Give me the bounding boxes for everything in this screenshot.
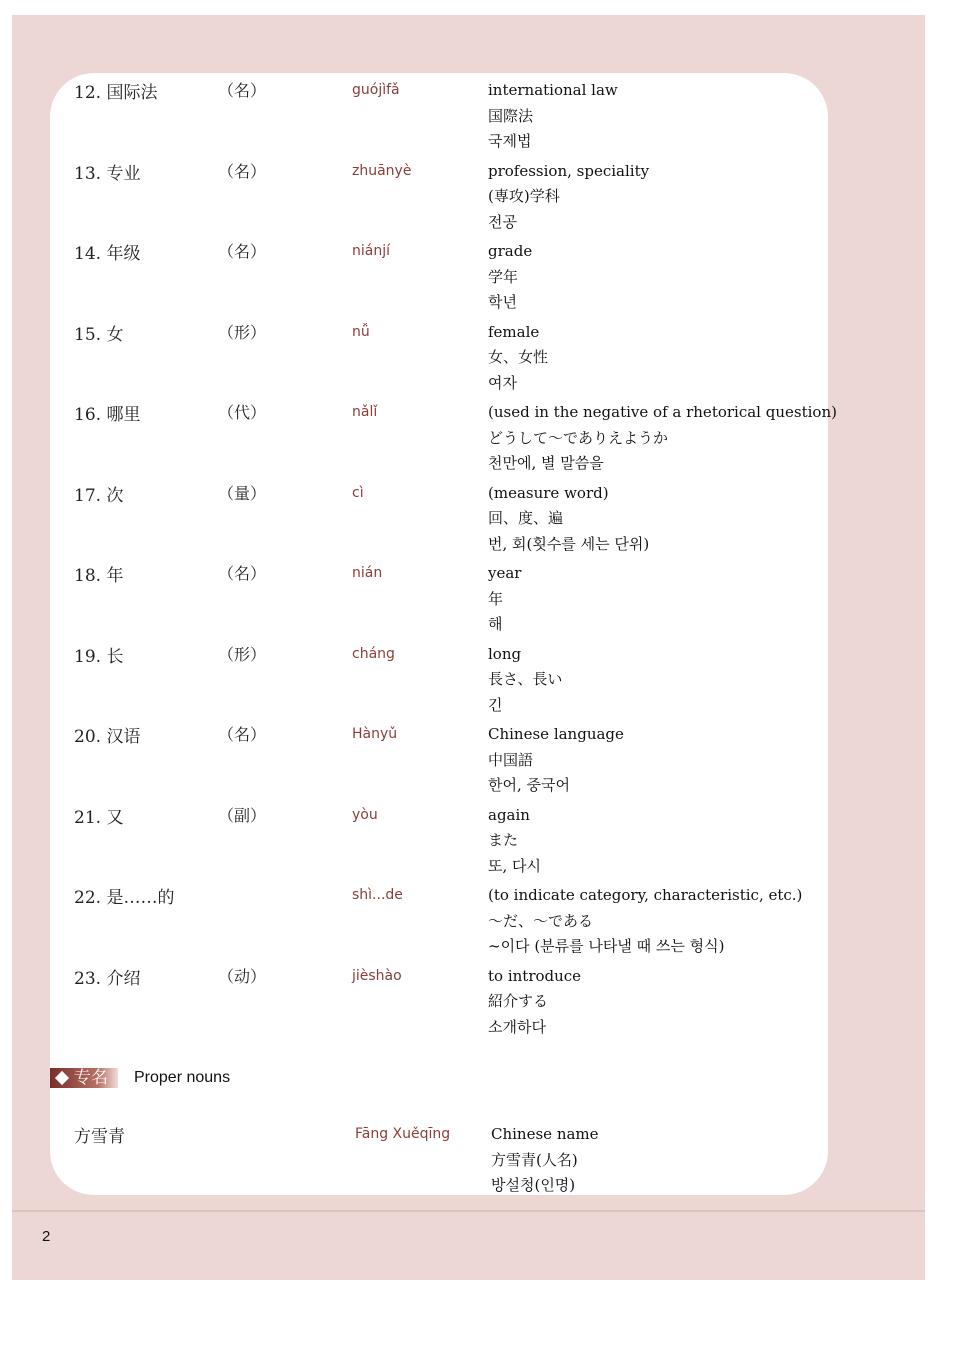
entry-word: 是……的 bbox=[106, 888, 175, 908]
vocabulary-entry bbox=[0, 400, 960, 481]
entry-number: 21. bbox=[74, 807, 102, 828]
entry-number: 15. bbox=[74, 324, 102, 345]
entry-pinyin: shì...de bbox=[352, 887, 403, 903]
entry-hanzi bbox=[74, 964, 140, 989]
entry-pinyin: Fāng Xuěqīng bbox=[355, 1126, 451, 1142]
entry-word: 长 bbox=[106, 646, 124, 667]
entry-english: year bbox=[488, 564, 522, 582]
entry-number: 23. bbox=[74, 968, 102, 989]
entry-number: 14. bbox=[74, 244, 102, 264]
entry-japanese: 学年 bbox=[488, 267, 519, 286]
entry-english: grade bbox=[488, 242, 533, 260]
entry-korean: ~이다 (분류를 나타낼 때 쓰는 형식) bbox=[488, 937, 725, 955]
diamond-icon bbox=[55, 1071, 69, 1085]
entry-japanese: ～だ、～である bbox=[488, 911, 594, 930]
entry-number: 16. bbox=[74, 405, 102, 425]
entry-pinyin: cháng bbox=[352, 645, 395, 662]
vocabulary-list bbox=[0, 78, 960, 1044]
entry-english: (used in the negative of a rhetorical question) bbox=[488, 403, 837, 421]
entry-part-of-speech: （名） bbox=[218, 242, 267, 261]
entry-word: 哪里 bbox=[106, 405, 141, 425]
entry-hanzi bbox=[74, 400, 140, 425]
entry-hanzi bbox=[74, 803, 123, 828]
entry-pinyin: jièshào bbox=[352, 967, 402, 984]
entry-word: 专业 bbox=[106, 163, 141, 184]
entry-part-of-speech: （动） bbox=[218, 966, 267, 986]
entry-pinyin: guójìfǎ bbox=[352, 82, 400, 98]
entry-hanzi bbox=[74, 722, 140, 747]
entry-korean: 긴 bbox=[488, 695, 503, 714]
entry-part-of-speech: （名） bbox=[218, 725, 267, 744]
entry-word: 年 bbox=[106, 566, 124, 586]
entry-japanese: 紹介する bbox=[488, 992, 549, 1010]
entry-hanzi bbox=[74, 481, 123, 506]
entry-japanese: 回、度、遍 bbox=[488, 509, 564, 527]
vocabulary-entry bbox=[0, 320, 960, 401]
entry-number: 19. bbox=[74, 646, 102, 667]
entry-word: 介绍 bbox=[106, 968, 141, 989]
vocabulary-entry bbox=[0, 803, 960, 884]
entry-part-of-speech: （形） bbox=[218, 322, 267, 342]
entry-japanese: 国際法 bbox=[488, 106, 534, 125]
entry-korean: 소개하다 bbox=[488, 1017, 546, 1036]
vocabulary-entry bbox=[0, 159, 960, 240]
entry-part-of-speech: （名） bbox=[218, 564, 267, 583]
entry-part-of-speech: （量） bbox=[218, 483, 267, 503]
entry-pinyin: yòu bbox=[352, 806, 378, 823]
entry-korean: 번, 회(횟수를 세는 단위) bbox=[488, 534, 650, 553]
entry-part-of-speech: （名） bbox=[218, 161, 267, 181]
entry-english: Chinese language bbox=[488, 725, 624, 743]
entry-english: international law bbox=[488, 81, 618, 99]
entry-hanzi bbox=[74, 320, 123, 345]
entry-hanzi bbox=[74, 159, 140, 184]
section-label-en: Proper nouns bbox=[134, 1069, 231, 1086]
entry-number: 12. bbox=[74, 83, 102, 103]
entry-korean: 또, 다시 bbox=[488, 856, 542, 875]
footer-divider bbox=[12, 1210, 925, 1212]
entry-hanzi bbox=[74, 239, 140, 264]
entry-english: (to indicate category, characteristic, etc.) bbox=[488, 886, 803, 904]
section-header-proper-nouns bbox=[50, 1068, 230, 1088]
entry-korean: 해 bbox=[488, 615, 503, 633]
section-label-cn: 专名 bbox=[74, 1068, 108, 1088]
entry-korean: 여자 bbox=[488, 373, 517, 392]
entry-hanzi: 方雪青 bbox=[74, 1127, 125, 1147]
proper-noun-entry bbox=[0, 1122, 960, 1203]
entry-hanzi bbox=[74, 883, 174, 908]
entry-word: 又 bbox=[106, 807, 124, 828]
page-number: 2 bbox=[42, 1228, 51, 1245]
entry-english: (measure word) bbox=[488, 483, 609, 502]
entry-english: to introduce bbox=[488, 966, 582, 985]
entry-japanese: どうして～でありえようか bbox=[488, 428, 669, 447]
vocabulary-entry bbox=[0, 239, 960, 320]
vocabulary-entry bbox=[0, 481, 960, 562]
entry-word: 汉语 bbox=[106, 727, 141, 747]
entry-number: 22. bbox=[74, 888, 102, 908]
entry-part-of-speech: （名） bbox=[218, 81, 267, 100]
entry-korean: 학년 bbox=[488, 293, 517, 311]
entry-hanzi bbox=[74, 642, 123, 667]
entry-korean: 국제법 bbox=[488, 132, 532, 150]
entry-japanese: 女、女性 bbox=[488, 348, 549, 366]
entry-japanese: 中国語 bbox=[488, 750, 534, 769]
entry-japanese: 年 bbox=[488, 589, 504, 608]
vocabulary-entry bbox=[0, 561, 960, 642]
entry-number: 20. bbox=[74, 727, 102, 747]
entry-japanese: 長さ、長い bbox=[488, 670, 563, 688]
entry-pinyin: nǚ bbox=[352, 323, 370, 340]
entry-number: 17. bbox=[74, 485, 102, 506]
entry-pinyin: cì bbox=[352, 484, 364, 501]
entry-korean: 한어, 중국어 bbox=[488, 776, 570, 794]
entry-english: profession, speciality bbox=[488, 161, 650, 180]
entry-english: long bbox=[488, 644, 522, 663]
entry-hanzi bbox=[74, 561, 123, 586]
entry-japanese: (専攻)学科 bbox=[488, 187, 560, 205]
vocabulary-entry bbox=[0, 722, 960, 803]
entry-pinyin: zhuānyè bbox=[352, 162, 412, 179]
entry-english: Chinese name bbox=[491, 1125, 599, 1143]
entry-part-of-speech: （形） bbox=[218, 644, 267, 664]
entry-number: 18. bbox=[74, 566, 102, 586]
entry-korean: 천만에, 별 말씀을 bbox=[488, 454, 604, 472]
entry-english: again bbox=[488, 805, 530, 824]
entry-japanese: また bbox=[488, 831, 519, 849]
entry-korean: 방설청(인명) bbox=[491, 1176, 576, 1194]
entry-pinyin: nǎlǐ bbox=[352, 404, 378, 420]
entry-number: 13. bbox=[74, 163, 102, 184]
entry-pinyin: Hànyǔ bbox=[352, 726, 398, 742]
entry-part-of-speech: （副） bbox=[218, 805, 267, 825]
entry-part-of-speech: （代） bbox=[218, 403, 267, 422]
vocabulary-entry bbox=[0, 642, 960, 723]
entry-korean: 전공 bbox=[488, 212, 517, 231]
section-badge bbox=[50, 1068, 118, 1088]
entry-word: 次 bbox=[106, 485, 124, 506]
vocabulary-entry bbox=[0, 883, 960, 964]
entry-word: 女 bbox=[106, 324, 124, 345]
entry-english: female bbox=[488, 322, 540, 341]
vocabulary-entry bbox=[0, 964, 960, 1045]
entry-pinyin: niánjí bbox=[352, 243, 390, 259]
entry-japanese: 方雪青(人名) bbox=[491, 1150, 578, 1169]
entry-word: 年级 bbox=[106, 244, 141, 264]
entry-word: 国际法 bbox=[106, 83, 158, 103]
entry-pinyin: nián bbox=[352, 565, 383, 581]
entry-hanzi bbox=[74, 78, 157, 103]
vocabulary-entry bbox=[0, 78, 960, 159]
